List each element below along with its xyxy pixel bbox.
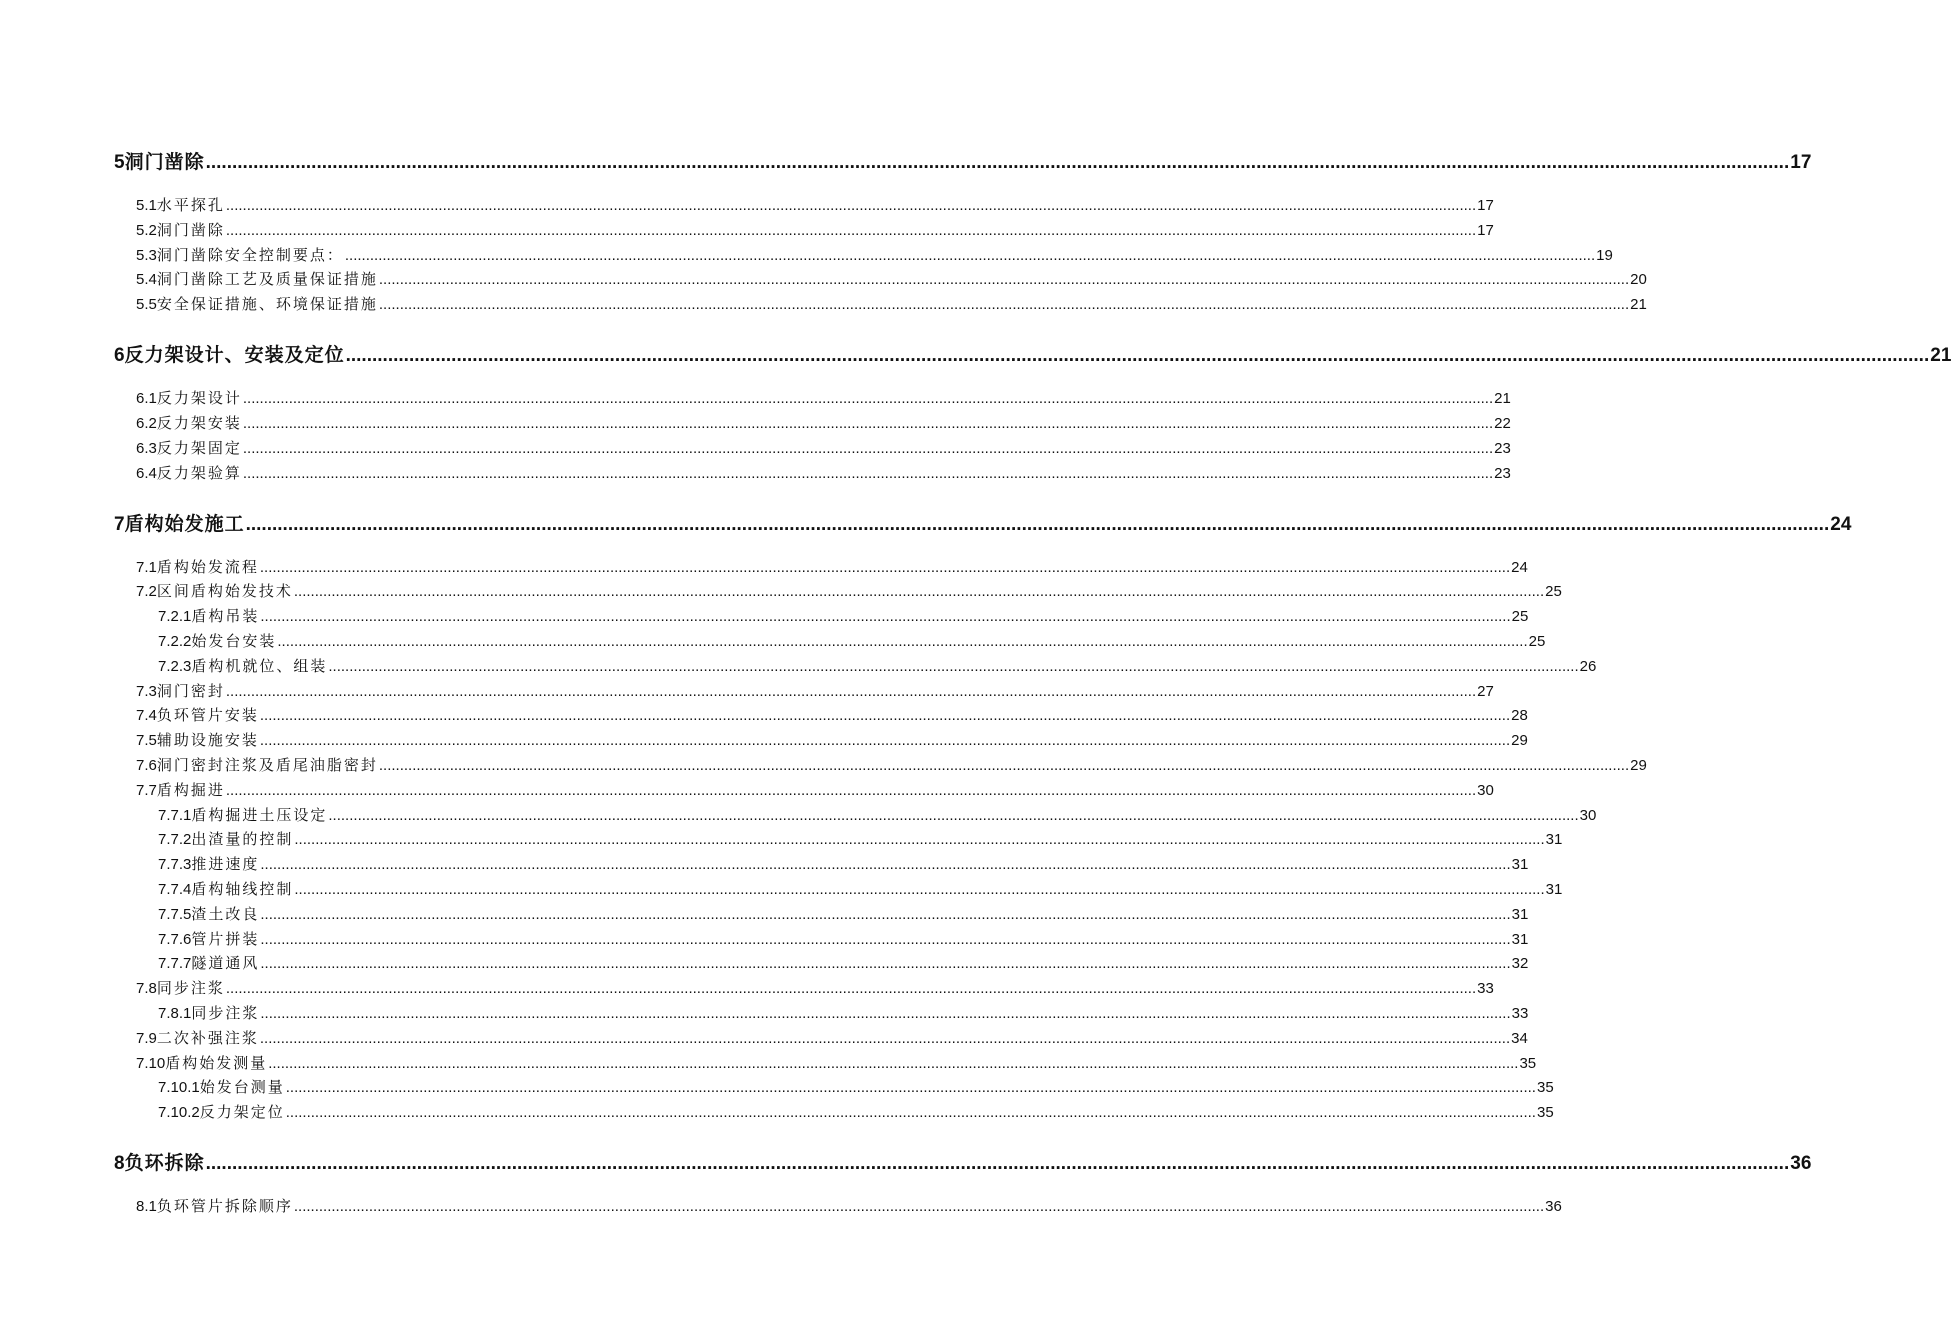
dot-leader: ............................................................................................................................................................................................................................................................................................................ [245,514,1830,535]
dot-leader: ............................................................................................................................................................................................................................................................................................................ [378,271,1630,288]
toc-page-number: 26 [1579,658,1597,675]
toc-number: 8 [114,1153,125,1174]
toc-number: 5.2 [136,222,157,239]
toc-number: 7.10.2 [158,1104,200,1121]
toc-page-number: 23 [1494,465,1511,482]
toc-number: 7.4 [136,707,157,724]
toc-heading[interactable] [114,147,1812,174]
toc-page-number: 36 [1790,1153,1812,1174]
toc-entry[interactable] [114,1052,1537,1073]
toc-page-number: 31 [1511,931,1529,948]
toc-number: 7.2.1 [158,608,192,625]
toc-title: 同步注浆 [156,980,225,997]
toc-title: 盾构机就位、组装 [191,658,328,675]
toc-page-number: 17 [1477,197,1494,214]
toc-number: 7.1 [136,559,157,576]
dot-leader: ............................................................................................................................................................................................................................................................................................................ [260,856,1511,873]
toc-title: 盾构吊装 [191,608,260,625]
toc-number: 6 [114,345,125,366]
toc-title: 渣土改良 [191,906,260,923]
dot-leader: ............................................................................................................................................................................................................................................................................................................ [378,757,1630,774]
toc-number: 6.4 [136,465,157,482]
toc-page-number: 33 [1477,980,1494,997]
toc-number: 7.5 [136,732,157,749]
toc-number: 7.2.2 [158,633,192,650]
toc-entry[interactable] [114,1027,1528,1048]
toc-title: 盾构掘进 [156,782,225,799]
toc-entry[interactable] [114,556,1528,577]
toc-entry[interactable] [114,853,1529,874]
dot-leader: ............................................................................................................................................................................................................................................................................................................ [242,390,1494,407]
toc-title: 水平探孔 [156,197,225,214]
dot-leader: ............................................................................................................................................................................................................................................................................................................ [225,222,1477,239]
toc-page-number: 35 [1519,1055,1537,1072]
toc-page-number: 32 [1511,955,1529,972]
toc-number: 7.7.6 [158,931,192,948]
dot-leader: ............................................................................................................................................................................................................................................................................................................ [277,633,1528,650]
dot-leader: ............................................................................................................................................................................................................................................................................................................ [260,1005,1511,1022]
toc-heading[interactable] [114,340,1951,367]
toc-heading[interactable] [114,509,1852,536]
toc-number: 7.7.7 [158,955,192,972]
dot-leader: ............................................................................................................................................................................................................................................................................................................ [328,658,1579,675]
toc-number: 7.8.1 [158,1005,192,1022]
toc-title: 辅助设施安装 [156,732,259,749]
toc-number: 7.7.3 [158,856,192,873]
toc-number: 7 [114,514,125,535]
dot-leader: ............................................................................................................................................................................................................................................................................................................ [225,683,1477,700]
toc-page-number: 25 [1545,583,1562,600]
dot-leader: ............................................................................................................................................................................................................................................................................................................ [242,465,1494,482]
dot-leader: ............................................................................................................................................................................................................................................................................................................ [328,807,1579,824]
toc-title: 负环管片拆除顺序 [156,1198,293,1215]
dot-leader: ............................................................................................................................................................................................................................................................................................................ [285,1079,1536,1096]
toc-number: 7.7.2 [158,831,192,848]
dot-leader: ............................................................................................................................................................................................................................................................................................................ [260,931,1511,948]
toc-page-number: 31 [1511,856,1529,873]
toc-number: 7.10 [136,1055,166,1072]
toc-entry[interactable] [114,1002,1529,1023]
toc-page-number: 17 [1790,152,1812,173]
toc-page-number: 30 [1579,807,1597,824]
dot-leader: ............................................................................................................................................................................................................................................................................................................ [345,345,1930,366]
toc-page-number: 35 [1536,1104,1554,1121]
toc-page-number: 28 [1511,707,1528,724]
toc-page-number: 27 [1477,683,1494,700]
toc-page-number: 24 [1511,559,1528,576]
toc-page-number: 31 [1545,881,1563,898]
toc-page-number: 33 [1511,1005,1529,1022]
toc-number: 6.3 [136,440,157,457]
toc-number: 5.1 [136,197,157,214]
toc-title: 洞门凿除安全控制要点： [156,247,344,264]
toc-number: 7.6 [136,757,157,774]
toc-title: 盾构轴线控制 [191,881,294,898]
toc-entry[interactable] [114,655,1597,676]
toc-entry[interactable] [114,680,1494,701]
toc-page-number: 23 [1494,440,1511,457]
dot-leader: ............................................................................................................................................................................................................................................................................................................ [225,197,1477,214]
toc-entry[interactable] [114,194,1494,215]
toc-number: 7.7 [136,782,157,799]
toc-title: 反力架安装 [156,415,242,432]
dot-leader: ............................................................................................................................................................................................................................................................................................................ [285,1104,1536,1121]
toc-number: 5.5 [136,296,157,313]
toc-number: 7.8 [136,980,157,997]
toc-entry[interactable] [114,754,1647,775]
toc-entry[interactable] [114,462,1511,483]
toc-entry[interactable] [114,828,1563,849]
toc-number: 7.3 [136,683,157,700]
dot-leader: ............................................................................................................................................................................................................................................................................................................ [260,955,1511,972]
toc-page-number: 31 [1511,906,1529,923]
toc-title: 负环拆除 [124,1153,205,1174]
toc-entry[interactable] [114,387,1511,408]
toc-page-number: 17 [1477,222,1494,239]
toc-number: 5 [114,152,125,173]
toc-entry[interactable] [114,977,1494,998]
toc-page-number: 25 [1528,633,1546,650]
toc-heading[interactable] [114,1148,1812,1175]
toc-title: 盾构掘进土压设定 [191,807,328,824]
dot-leader: ............................................................................................................................................................................................................................................................................................................ [242,415,1494,432]
toc-title: 反力架设计 [156,390,242,407]
toc-title: 洞门密封注浆及盾尾油脂密封 [156,757,378,774]
toc-title: 洞门密封 [156,683,225,700]
toc-title: 负环管片安装 [156,707,259,724]
toc-title: 洞门凿除工艺及质量保证措施 [156,271,378,288]
toc-title: 始发台安装 [191,633,277,650]
toc-entry[interactable] [114,779,1494,800]
toc-title: 隧道通风 [191,955,260,972]
dot-leader: ............................................................................................................................................................................................................................................................................................................ [293,583,1545,600]
toc-number: 7.9 [136,1030,157,1047]
toc-page-number: 36 [1545,1198,1562,1215]
dot-leader: ............................................................................................................................................................................................................................................................................................................ [293,1198,1545,1215]
toc-entry[interactable] [114,804,1597,825]
toc-entry[interactable] [114,704,1528,725]
toc-page-number: 35 [1536,1079,1554,1096]
toc-page-number: 31 [1545,831,1563,848]
toc-page-number: 30 [1477,782,1494,799]
dot-leader: ............................................................................................................................................................................................................................................................................................................ [225,782,1477,799]
toc-page-number: 34 [1511,1030,1528,1047]
toc-entry[interactable] [114,412,1511,433]
toc-number: 7.10.1 [158,1079,200,1096]
toc-page-number: 21 [1494,390,1511,407]
dot-leader: ............................................................................................................................................................................................................................................................................................................ [205,152,1790,173]
toc-number: 7.2 [136,583,157,600]
toc-entry[interactable] [114,630,1546,651]
toc-title: 反力架定位 [199,1104,285,1121]
dot-leader: ............................................................................................................................................................................................................................................................................................................ [294,831,1545,848]
toc-title: 二次补强注浆 [156,1030,259,1047]
toc-title: 洞门凿除 [124,152,205,173]
dot-leader: ............................................................................................................................................................................................................................................................................................................ [268,1055,1519,1072]
toc-title: 安全保证措施、环境保证措施 [156,296,378,313]
toc-number: 7.2.3 [158,658,192,675]
toc-entry[interactable] [114,219,1494,240]
toc-title: 始发台测量 [199,1079,285,1096]
toc-number: 6.1 [136,390,157,407]
toc-title: 盾构始发施工 [124,514,245,535]
dot-leader: ............................................................................................................................................................................................................................................................................................................ [259,1030,1511,1047]
toc-page-number: 20 [1630,271,1647,288]
toc-page-number: 19 [1596,247,1613,264]
dot-leader: ............................................................................................................................................................................................................................................................................................................ [260,608,1511,625]
dot-leader: ............................................................................................................................................................................................................................................................................................................ [259,707,1511,724]
dot-leader: ............................................................................................................................................................................................................................................................................................................ [294,881,1545,898]
toc-title: 盾构始发测量 [165,1055,268,1072]
toc-entry[interactable] [114,437,1511,458]
toc-entry[interactable] [114,952,1529,973]
toc-page-number: 22 [1494,415,1511,432]
dot-leader: ............................................................................................................................................................................................................................................................................................................ [242,440,1494,457]
toc-entry[interactable] [114,1195,1562,1216]
toc-number: 5.4 [136,271,157,288]
dot-leader: ............................................................................................................................................................................................................................................................................................................ [259,559,1511,576]
dot-leader: ............................................................................................................................................................................................................................................................................................................ [259,732,1511,749]
toc-title: 管片拼装 [191,931,260,948]
toc-entry[interactable] [114,605,1529,626]
dot-leader: ............................................................................................................................................................................................................................................................................................................ [378,296,1630,313]
toc-number: 5.3 [136,247,157,264]
toc-entry[interactable] [114,928,1529,949]
toc-title: 反力架设计、安装及定位 [124,345,345,366]
dot-leader: ............................................................................................................................................................................................................................................................................................................ [260,906,1511,923]
dot-leader: ............................................................................................................................................................................................................................................................................................................ [225,980,1477,997]
toc-title: 盾构始发流程 [156,559,259,576]
toc-entry[interactable] [114,729,1528,750]
toc-page-number: 25 [1511,608,1529,625]
toc-title: 出渣量的控制 [191,831,294,848]
toc-entry[interactable] [114,878,1563,899]
toc-number: 7.7.5 [158,906,192,923]
toc-page-number: 29 [1511,732,1528,749]
toc-entry[interactable] [114,1101,1554,1122]
toc-title: 推进速度 [191,856,260,873]
dot-leader: ............................................................................................................................................................................................................................................................................................................ [205,1153,1790,1174]
dot-leader: ............................................................................................................................................................................................................................................................................................................ [344,247,1596,264]
toc-title: 反力架验算 [156,465,242,482]
toc-entry[interactable] [114,580,1562,601]
toc-entry[interactable] [114,244,1613,265]
toc-entry[interactable] [114,268,1647,289]
toc-title: 洞门凿除 [156,222,225,239]
toc-entry[interactable] [114,293,1647,314]
toc-number: 7.7.4 [158,881,192,898]
toc-title: 反力架固定 [156,440,242,457]
toc-page-number: 29 [1630,757,1647,774]
toc-entry[interactable] [114,1076,1554,1097]
toc-page-number: 21 [1930,345,1951,366]
toc-title: 区间盾构始发技术 [156,583,293,600]
toc-page-number: 21 [1630,296,1647,313]
toc-entry[interactable] [114,903,1529,924]
toc-number: 6.2 [136,415,157,432]
toc-number: 8.1 [136,1198,157,1215]
toc-number: 7.7.1 [158,807,192,824]
toc-title: 同步注浆 [191,1005,260,1022]
toc-page-number: 24 [1830,514,1852,535]
